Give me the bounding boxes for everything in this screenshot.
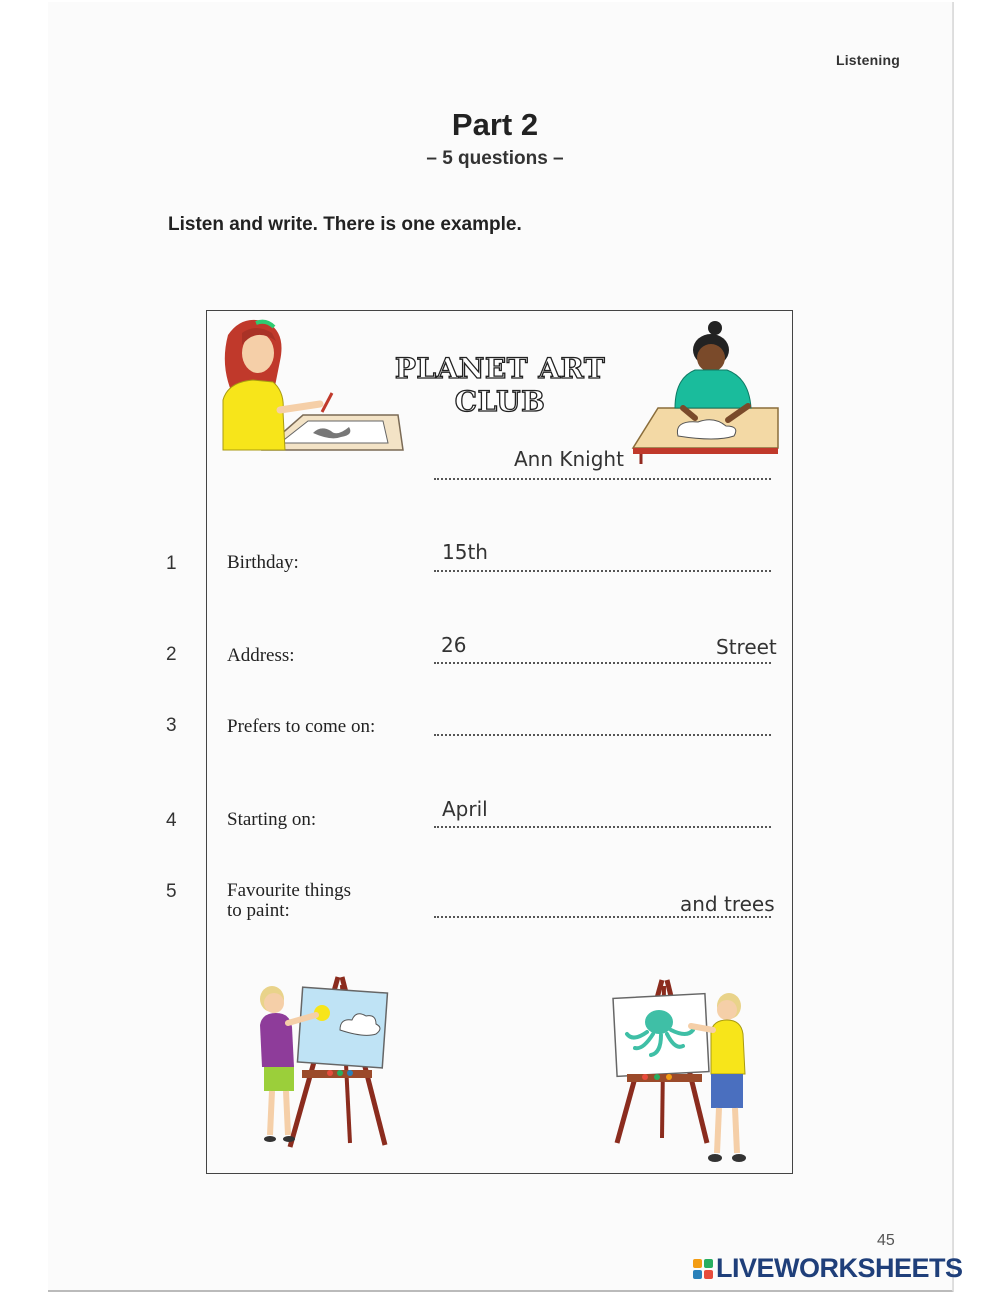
boy-painting-octopus-illustration (607, 978, 757, 1168)
question-5-answer-line[interactable] (434, 916, 771, 918)
instruction-text: Listen and write. There is one example. (168, 214, 522, 235)
question-2-label: Address: (227, 645, 295, 666)
question-1-prefix: 15th (442, 540, 488, 564)
question-2-prefix: 26 (441, 633, 467, 657)
boy-drawing-illustration (633, 318, 783, 468)
question-3-number: 3 (166, 715, 177, 736)
question-5-suffix: and trees (680, 892, 775, 916)
question-2-suffix: Street (716, 635, 777, 659)
part-title: Part 2 (451, 107, 539, 142)
question-1-answer-line[interactable] (434, 570, 771, 572)
example-answer-line (434, 478, 771, 480)
brand-name: LIVEWORKSHEETS (716, 1253, 963, 1283)
question-5-number: 5 (166, 881, 177, 902)
question-4-prefix: April (442, 797, 488, 821)
question-3-answer-line[interactable] (434, 734, 771, 736)
question-2-answer-line[interactable] (434, 662, 771, 664)
question-3-label: Prefers to come on: (227, 716, 376, 737)
question-5-label-line2: to paint: (227, 900, 290, 921)
example-answer: Ann Knight (514, 447, 624, 471)
boy-painting-sky-illustration (250, 975, 395, 1150)
page-number: 45 (877, 1232, 895, 1249)
brand-logo-icon (693, 1259, 713, 1279)
brand-watermark (693, 1253, 963, 1284)
question-5-label-line1: Favourite things (227, 880, 352, 901)
club-title: PLANET ART CLUB (394, 352, 606, 418)
question-1-label: Birthday: (227, 552, 299, 573)
question-4-number: 4 (166, 810, 177, 831)
question-4-label: Starting on: (227, 809, 317, 830)
question-4-answer-line[interactable] (434, 826, 771, 828)
question-2-number: 2 (166, 644, 177, 665)
section-tag: Listening (835, 52, 900, 68)
part-subtitle: – 5 questions – (426, 148, 564, 169)
question-1-number: 1 (166, 553, 177, 574)
